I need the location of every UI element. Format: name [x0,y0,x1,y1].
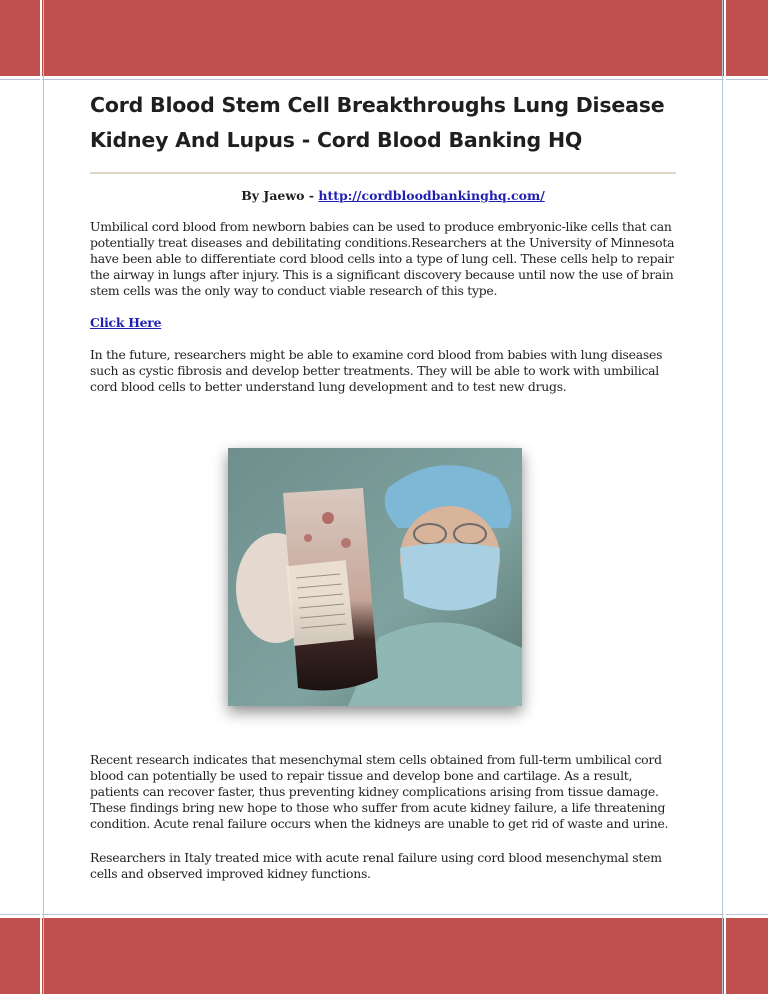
paragraph-4: Researchers in Italy treated mice with acute renal failure using cord blood mesenchymal stem cells and observed improved kidney functions. [90,850,662,881]
byline-link[interactable]: http://cordbloodbankinghq.com/ [318,188,545,203]
footer-rule [0,914,768,915]
right-frame-gap [724,0,726,994]
paragraph-2: In the future, researchers might be able to examine cord blood from babies with lung diseases such as cystic fibrosis and develop better treatments. They will be able to work with umbilical cord blood cells to better understand lung development and to test new drugs. [90,347,663,394]
header-band [0,0,768,76]
surgeon-with-blood-bag-image [228,448,522,706]
paragraph-3: Recent research indicates that mesenchymal stem cells obtained from full-term umbilical cord blood can potentially be used to repair tissue and develop bone and cartilage. As a result, patients can recover faster, thus preventing kidney complications arising from tissue damage. These findings bring new hope to those who suffer from acute kidney failure, a life threatening condition. Acute renal failure occurs when the kidneys are unable to get rid of waste and urine. [90,752,669,831]
article-photo [228,448,522,706]
byline [110,186,676,206]
right-frame-line [722,0,723,994]
header-rule [0,79,768,80]
paragraph-1: Umbilical cord blood from newborn babies can be used to produce embryonic-like cells that can potentially treat diseases and debilitating conditions.Researchers at the University of Minnesota have been able to differentiate cord blood cells into a type of lung cell. These cells help to repair the airway in lungs after injury. This is a significant discovery because until now the use of brain stem cells was the only way to conduct viable research of this type. [90,219,675,298]
click-here-link[interactable]: Click Here [90,315,162,330]
click-here-line [90,315,676,331]
byline-author: By Jaewo - [241,188,319,203]
title-divider [90,172,676,174]
article [90,88,676,395]
left-frame-line [43,0,44,994]
article-title: Cord Blood Stem Cell Breakthroughs Lung Disease Kidney And Lupus - Cord Blood Banking HQ [90,93,665,152]
footer-band [0,918,768,994]
left-frame-gap [40,0,42,994]
